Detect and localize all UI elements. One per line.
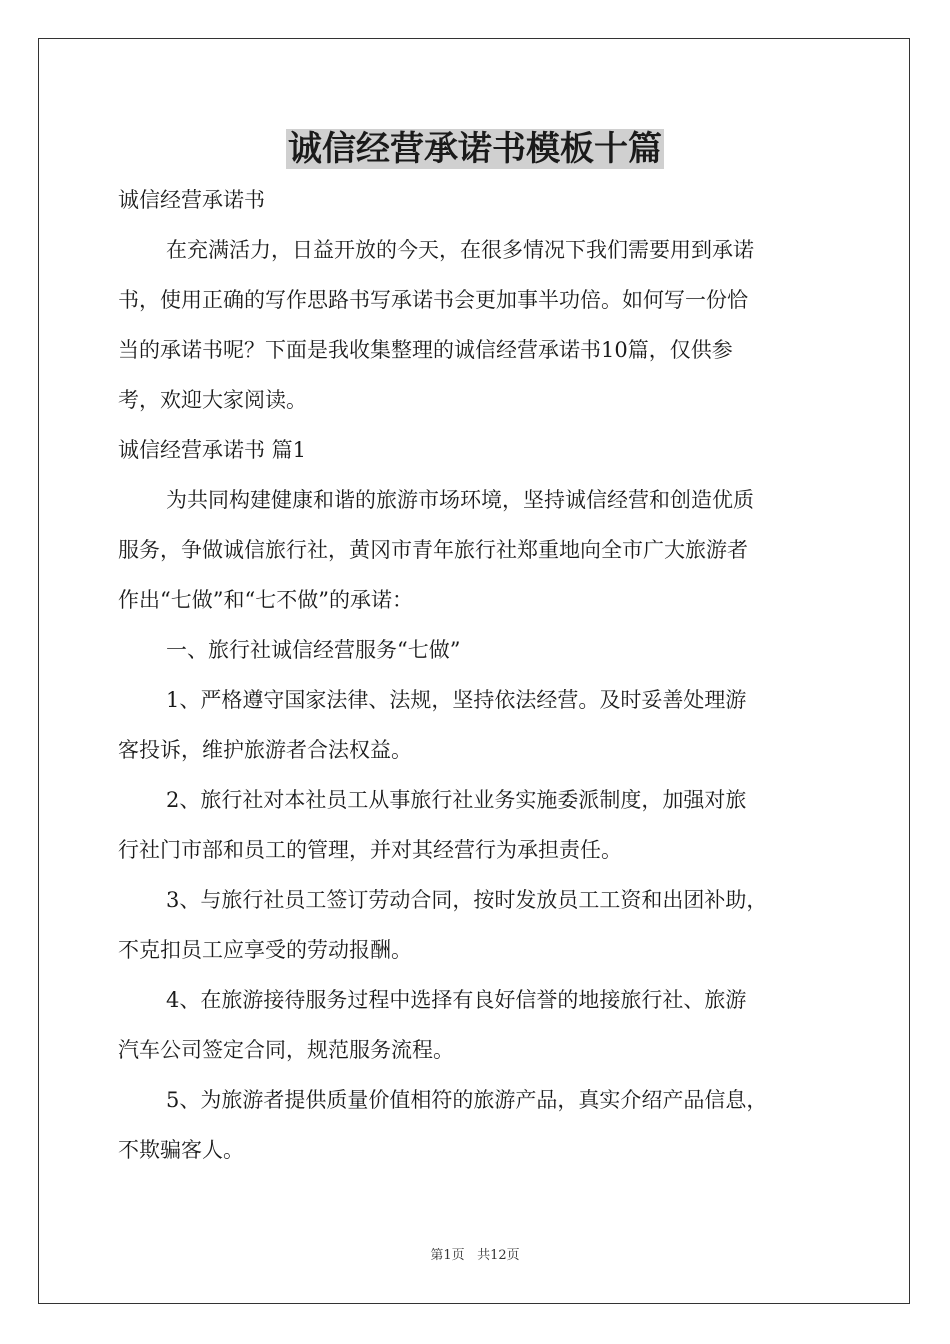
text-line: 诚信经营承诺书 [118, 188, 265, 212]
page-total: 共12页 [477, 1248, 520, 1263]
text-line: 当的承诺书呢？下面是我收集整理的诚信经营承诺书10篇，仅供参 [118, 338, 733, 362]
text-line: 为共同构建健康和谐的旅游市场环境，坚持诚信经营和创造优质 [166, 488, 754, 512]
text-line: 汽车公司签定合同，规范服务流程。 [118, 1038, 454, 1062]
text-line: 2、旅行社对本社员工从事旅行社业务实施委派制度，加强对旅 [166, 788, 747, 812]
text-line: 服务，争做诚信旅行社，黄冈市青年旅行社郑重地向全市广大旅游者 [118, 538, 748, 562]
page-number: 第1页 [430, 1248, 465, 1263]
text-line: 作出“七做”和“七不做”的承诺： [118, 588, 413, 612]
text-line: 5、为旅游者提供质量价值相符的旅游产品，真实介绍产品信息， [166, 1088, 768, 1112]
text-line: 诚信经营承诺书 篇1 [118, 438, 307, 462]
text-line: 不欺骗客人。 [118, 1138, 244, 1162]
title-text: 诚信经营承诺书模板十篇 [288, 129, 662, 169]
text-line: 行社门市部和员工的管理，并对其经营行为承担责任。 [118, 838, 622, 862]
text-line: 书，使用正确的写作思路书写承诺书会更加事半功倍。如何写一份恰 [118, 288, 748, 312]
text-line: 一、旅行社诚信经营服务“七做” [166, 638, 461, 662]
document-title [0, 127, 950, 171]
text-line: 客投诉，维护旅游者合法权益。 [118, 738, 412, 762]
text-line: 不克扣员工应享受的劳动报酬。 [118, 938, 412, 962]
text-line: 4、在旅游接待服务过程中选择有良好信誉的地接旅行社、旅游 [166, 988, 747, 1012]
text-line: 考，欢迎大家阅读。 [118, 388, 307, 412]
text-line: 在充满活力，日益开放的今天，在很多情况下我们需要用到承诺 [166, 238, 754, 262]
page-footer [0, 1247, 950, 1265]
text-line: 1、严格遵守国家法律、法规，坚持依法经营。及时妥善处理游 [166, 688, 747, 712]
text-line: 3、与旅行社员工签订劳动合同，按时发放员工工资和出团补助， [166, 888, 768, 912]
